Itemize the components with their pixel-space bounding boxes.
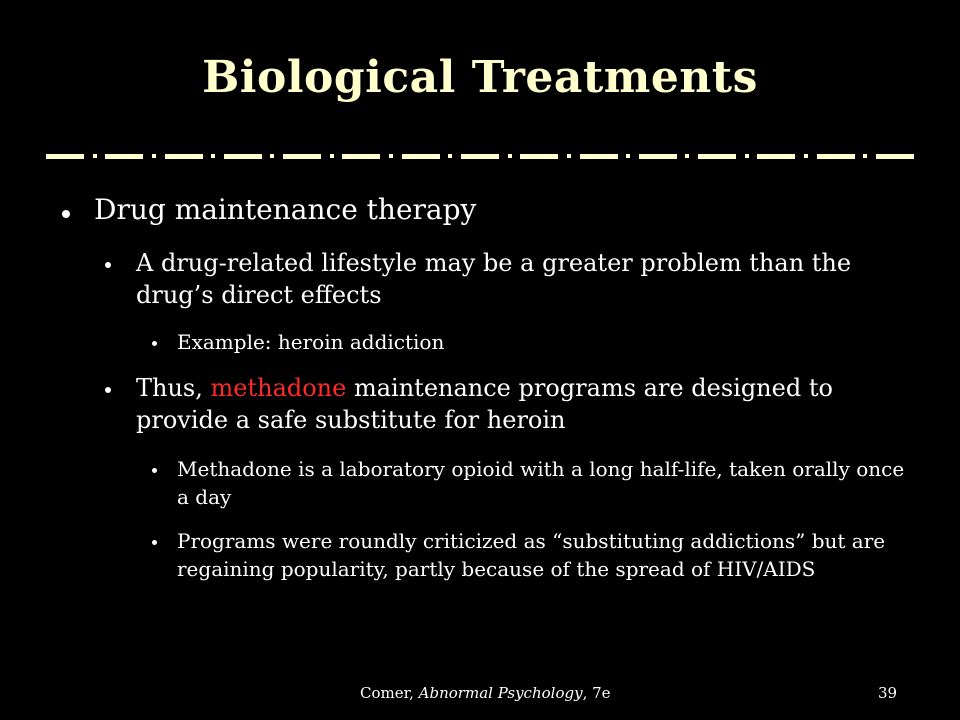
- page-number: 39: [878, 684, 898, 702]
- bullet-methadone-definition: [152, 455, 912, 511]
- bullet-dot-icon: [105, 262, 111, 268]
- bullet-text: Example: heroin addiction: [177, 330, 445, 354]
- methadone-highlight: methadone: [210, 374, 347, 402]
- title-divider: [46, 153, 914, 159]
- bullet-methadone-programs: [105, 372, 905, 436]
- bullet-dot-icon: [105, 387, 111, 393]
- slide-title: Biological Treatments: [202, 52, 758, 103]
- bullet-text: Thus, methadone maintenance programs are designed to provide a safe substitute for heroin: [136, 374, 833, 434]
- footer-citation: Comer, Abnormal Psychology, 7e: [360, 684, 611, 702]
- bullet-programs-criticized: [152, 527, 912, 583]
- bullet-dot-icon: [152, 341, 157, 346]
- bullet-heroin-example: [152, 328, 912, 356]
- bullet-drug-maintenance: [62, 191, 476, 229]
- bullet-lifestyle: [105, 247, 905, 311]
- bullet-dot-icon: [152, 540, 157, 545]
- bullet-text: A drug-related lifestyle may be a greater problem than the drug’s direct effects: [136, 249, 852, 309]
- bullet-text: Methadone is a laboratory opioid with a long half-life, taken orally once a day: [177, 457, 905, 509]
- bullet-text: Programs were roundly criticized as “substituting addictions” but are regaining popularity, partly because of the spread of HIV/AIDS: [177, 529, 886, 581]
- bullet-dot-icon: [152, 468, 157, 473]
- bullet-text: Drug maintenance therapy: [94, 193, 477, 226]
- bullet-dot-icon: [62, 210, 70, 218]
